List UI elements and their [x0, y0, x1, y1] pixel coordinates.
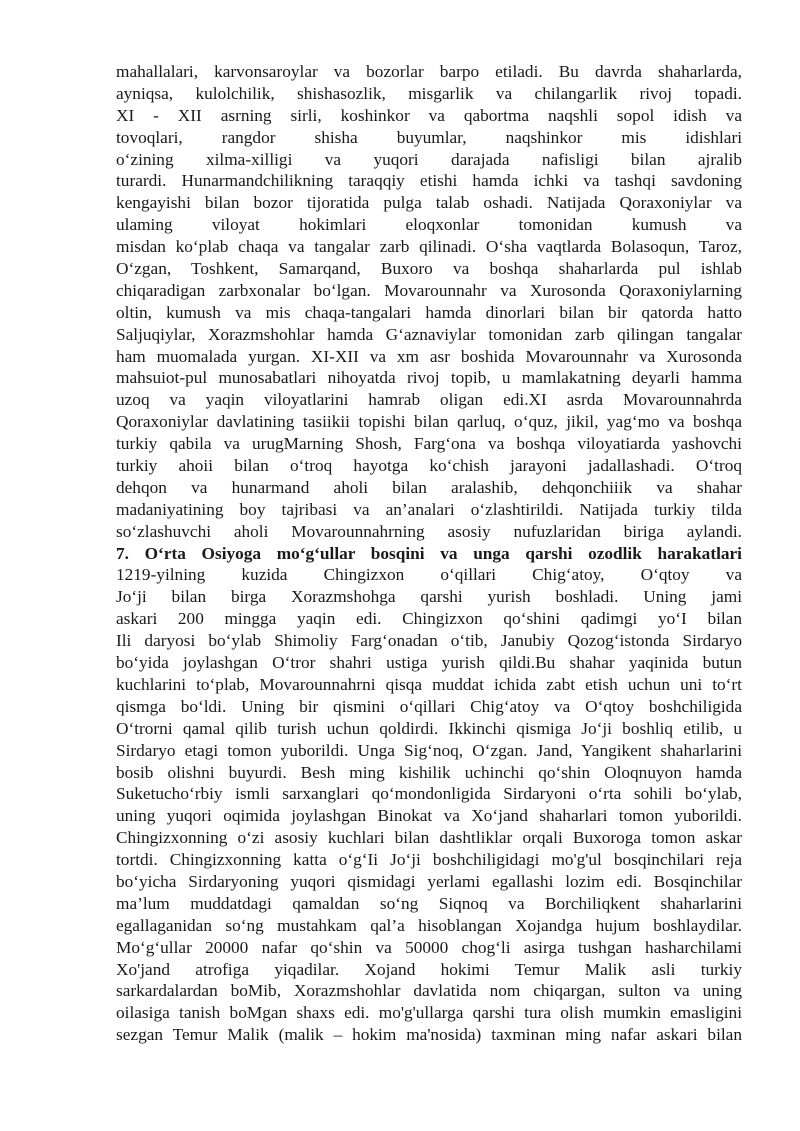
paragraph-2-line: uning yuqori oqimida joylashgan Binokat va Xoʻjand shaharlari tomon yuborildi. [116, 806, 742, 826]
paragraph-1-line: dehqon va hunarmand aholi bilan aralashib, dehqonchiiik va shahar [116, 477, 742, 497]
paragraph-2-line: Ili daryosi boʻylab Shimoliy Fargʻonadan oʻtib, Janubiy Qozogʻistonda Sirdaryo [116, 631, 742, 651]
paragraph-1-line: ayniqsa, kulolchilik, shishasozlik, misgarlik va chilangarlik rivoj topadi. [116, 83, 742, 103]
paragraph-1-line: oʻzining xilma-xilligi va yuqori darajada nafisligi bilan ajralib [116, 149, 742, 169]
section-heading: 7. Oʻrta Osiyoga moʻgʻullar bosqini va unga qarshi ozodlik harakatlari [116, 543, 742, 563]
paragraph-1-line: uzoq va yaqin viloyatlarini hamrab oligan edi.XI asrda Movarounnahrda [116, 390, 742, 410]
paragraph-1-line: ham muomalada yurgan. XI-XII va xm asr boshida Movarounnahr va Xurosonda [116, 346, 742, 366]
paragraph-1-line: XI - XII asrning sirli, koshinkor va qabortma naqshli sopol idish va [116, 105, 742, 125]
paragraph-2-line: Xo'jand atrofiga yiqadilar. Xojand hokimi Temur Malik asli turkiy [116, 959, 742, 979]
paragraph-2-line: boʻyicha Sirdaryoning yuqori qismidagi yerlami egallashi lozim edi. Bosqinchilar [116, 871, 742, 891]
paragraph-2-line: Moʻgʻullar 20000 nafar qoʻshin va 50000 chogʻli asirga tushgan hasharchilami [116, 937, 742, 957]
paragraph-2-line: sezgan Temur Malik (malik – hokim ma'nosida) taxminan ming nafar askari bilan [116, 1025, 742, 1045]
paragraph-1-line: turardi. Hunarmandchilikning taraqqiy etishi hamda ichki va tashqi savdoning [116, 171, 742, 191]
paragraph-2-line: Chingizxonning oʻzi asosiy kuchlari bilan dashtliklar orqali Buxoroga tomon askar [116, 828, 742, 848]
paragraph-2-line: Joʻji bilan birga Xorazmshohga qarshi yurish boshladi. Uning jami [116, 587, 742, 607]
paragraph-1-line: mahsuiot-pul munosabatlari nihoyatda rivoj topib, u mamlakatning deyarli hamma [116, 368, 742, 388]
paragraph-2-line: Sirdaryo etagi tomon yuborildi. Unga Sigʻnoq, Oʻzgan. Jand, Yangikent shaharlarini [116, 740, 742, 760]
paragraph-1-line: mahallalari, karvonsaroylar va bozorlar barpo etiladi. Bu davrda shaharlarda, [116, 62, 742, 81]
paragraph-1-line: Oʻzgan, Toshkent, Samarqand, Buxoro va boshqa shaharlarda pul ishlab [116, 259, 742, 279]
paragraph-1-line: chiqaradigan zarbxonalar boʻlgan. Movarounnahr va Xurosonda Qoraxoniylarning [116, 280, 742, 300]
paragraph-2-line: egallaganidan soʻng mustahkam qal’a hisoblangan Xojandga hujum boshlaydilar. [116, 915, 742, 935]
paragraph-1-line: turkiy qabila va urugMarning Shosh, Fargʻona va boshqa viloyatiarda yashovchi [116, 434, 742, 454]
paragraph-2-line: ma’lum muddatdagi qamaldan soʻng Siqnoq va Borchiliqkent shaharlarini [116, 893, 742, 913]
paragraph-1-line: oltin, kumush va mis chaqa-tangalari hamda dinorlari bilan bir qatorda hatto [116, 302, 742, 322]
paragraph-2-line: tortdi. Chingizxonning katta oʻgʻIi Joʻji boshchiligidagi mo'g'ul bosqinchilari reja [116, 850, 742, 870]
paragraph-2-line: qismga boʻldi. Uning bir qismini oʻqillari Chigʻatoy va Oʻqtoy boshchiligida [116, 696, 742, 716]
paragraph-1-line: kengayishi bilan bozor tijoratida pulga talab oshadi. Natijada Qoraxoniylar va [116, 193, 742, 213]
paragraph-2-line: oilasiga tanish boMgan shaxs edi. mo'g'ullarga qarshi tura olish mumkin emasligini [116, 1003, 742, 1023]
paragraph-1-line: Saljuqiylar, Xorazmshohlar hamda Gʻaznaviylar tomonidan zarb qilingan tangalar [116, 324, 742, 344]
paragraph-2-line: askari 200 mingga yaqin edi. Chingizxon qoʻshini qadimgi yoʻI bilan [116, 609, 742, 629]
paragraph-1-line: Qoraxoniylar davlatining tasiikii topishi bilan qarluq, oʻquz, jikil, yagʻmo va boshqa [116, 412, 742, 432]
paragraph-2-line: sarkardalardan boMib, Xorazmshohlar davlatida nom chiqargan, sulton va uning [116, 981, 742, 1001]
document-body [116, 61, 742, 1046]
paragraph-1-line: misdan koʻplab chaqa va tangalar zarb qilinadi. Oʻsha vaqtlarda Bolasoqun, Taroz, [116, 237, 742, 257]
paragraph-1-line: ulaming viloyat hokimlari eloqxonlar tomonidan kumush va [116, 215, 742, 235]
paragraph-1-line: madaniyatining boy tajribasi va an’analari oʻzlashtirildi. Natijada turkiy tilda [116, 499, 742, 519]
paragraph-2-line: 1219-yilning kuzida Chingizxon oʻqillari Chigʻatoy, Oʻqtoy va [116, 565, 742, 585]
paragraph-1-line: tovoqlari, rangdor shisha buyumlar, naqshinkor mis idishlari [116, 127, 742, 147]
paragraph-2-line: Suketuchoʻrbiy ismli sarxanglari qoʻmondonligida Sirdaryoni oʻrta sohili boʻylab, [116, 784, 742, 804]
paragraph-2-line: kuchlarini toʻplab, Movarounnahrni qisqa muddat ichida zabt etish uchun uni toʻrt [116, 674, 742, 694]
paragraph-2-line: boʻyida joylashgan Oʻtror shahri ustiga yurish qildi.Bu shahar yaqinida butun [116, 653, 742, 673]
paragraph-2-line: bosib olishni buyurdi. Besh ming kishilik uchinchi qoʻshin Oloqnuyon hamda [116, 762, 742, 782]
paragraph-1-line: soʻzlashuvchi aholi Movarounnahrning asosiy nufuzlaridan biriga aylandi. [116, 521, 742, 541]
paragraph-1-line: turkiy ahoii bilan oʻtroq hayotga koʻchish jarayoni jadallashadi. Oʻtroq [116, 456, 742, 476]
paragraph-2-line: Oʻtrorni qamal qilib turish uchun qoldirdi. Ikkinchi qismiga Joʻji boshliq etilib, u [116, 718, 742, 738]
